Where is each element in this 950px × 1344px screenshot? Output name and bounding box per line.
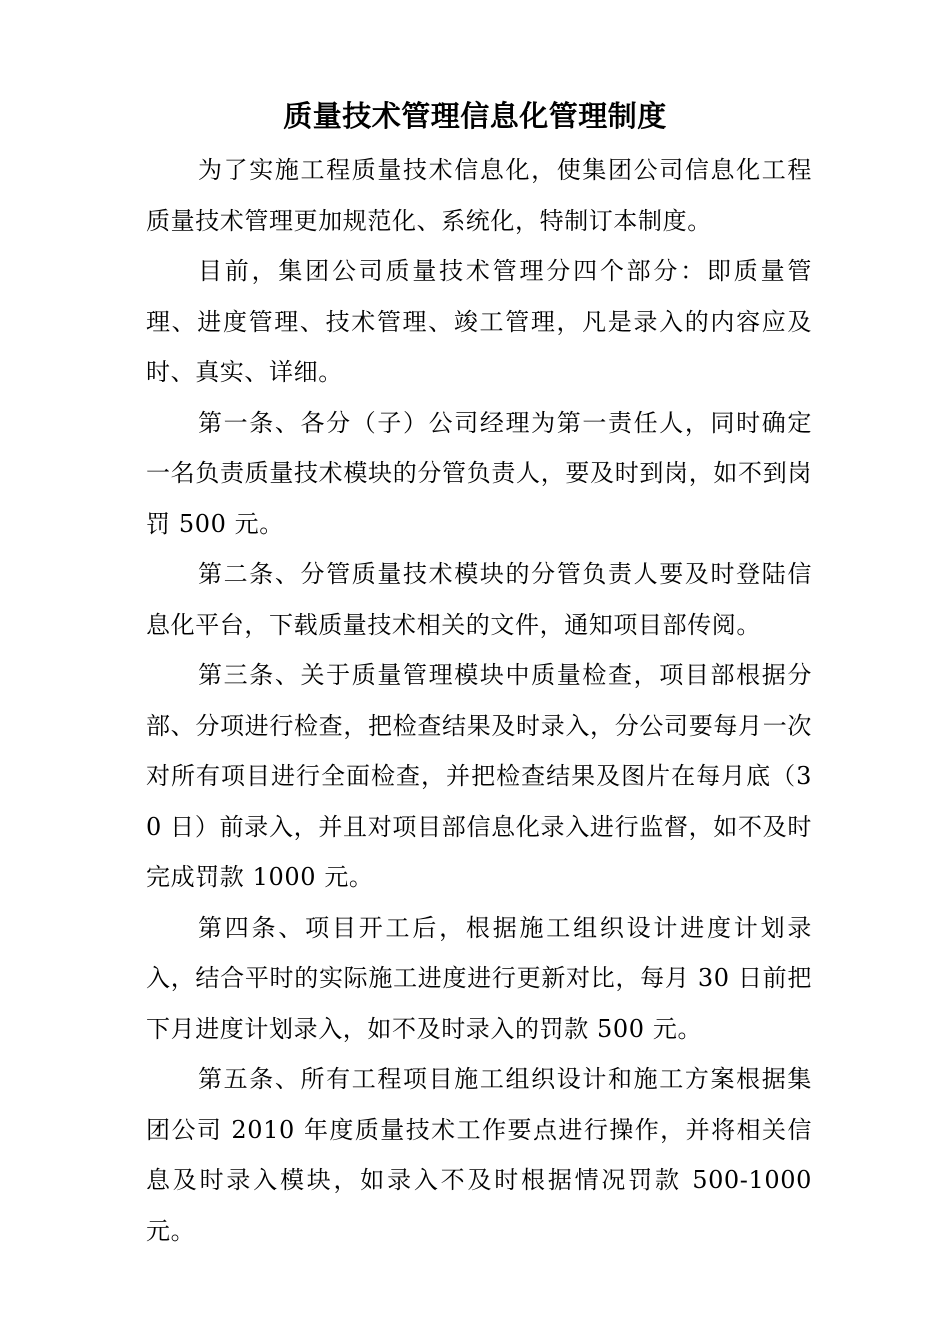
paragraph-article-5: 第五条、所有工程项目施工组织设计和施工方案根据集团公司 2010 年度质量技术工作要点进行操作，并将相关信息及时录入模块，如录入不及时根据情况罚款 500-1000 元。 <box>146 1065 812 1245</box>
paragraph-article-3: 第三条、关于质量管理模块中质量检查，项目部根据分部、分项进行检查，把检查结果及时录入，分公司要每月一次对所有项目进行全面检查，并把检查结果及图片在每月底（30 日）前录入，并且对项目部信息化录入进行监督，如不及时完成罚款 1000 元。 <box>146 661 812 891</box>
paragraph-intro: 为了实施工程质量技术信息化，使集团公司信息化工程质量技术管理更加规范化、系统化，特制订本制度。 <box>146 156 812 235</box>
document-body <box>146 145 812 1256</box>
paragraph-article-1: 第一条、各分（子）公司经理为第一责任人，同时确定一名负责质量技术模块的分管负责人，要及时到岗，如不到岗罚 500 元。 <box>146 408 812 538</box>
document-title: 质量技术管理信息化管理制度 <box>283 99 667 133</box>
paragraph-article-2: 第二条、分管质量技术模块的分管负责人要及时登陆信息化平台，下载质量技术相关的文件，通知项目部传阅。 <box>146 560 812 639</box>
paragraph-article-4: 第四条、项目开工后，根据施工组织设计进度计划录入，结合平时的实际施工进度进行更新对比，每月 30 日前把下月进度计划录入，如不及时录入的罚款 500 元。 <box>146 913 812 1043</box>
paragraph-overview: 目前，集团公司质量技术管理分四个部分：即质量管理、进度管理、技术管理、竣工管理，凡是录入的内容应及时、真实、详细。 <box>146 257 812 386</box>
